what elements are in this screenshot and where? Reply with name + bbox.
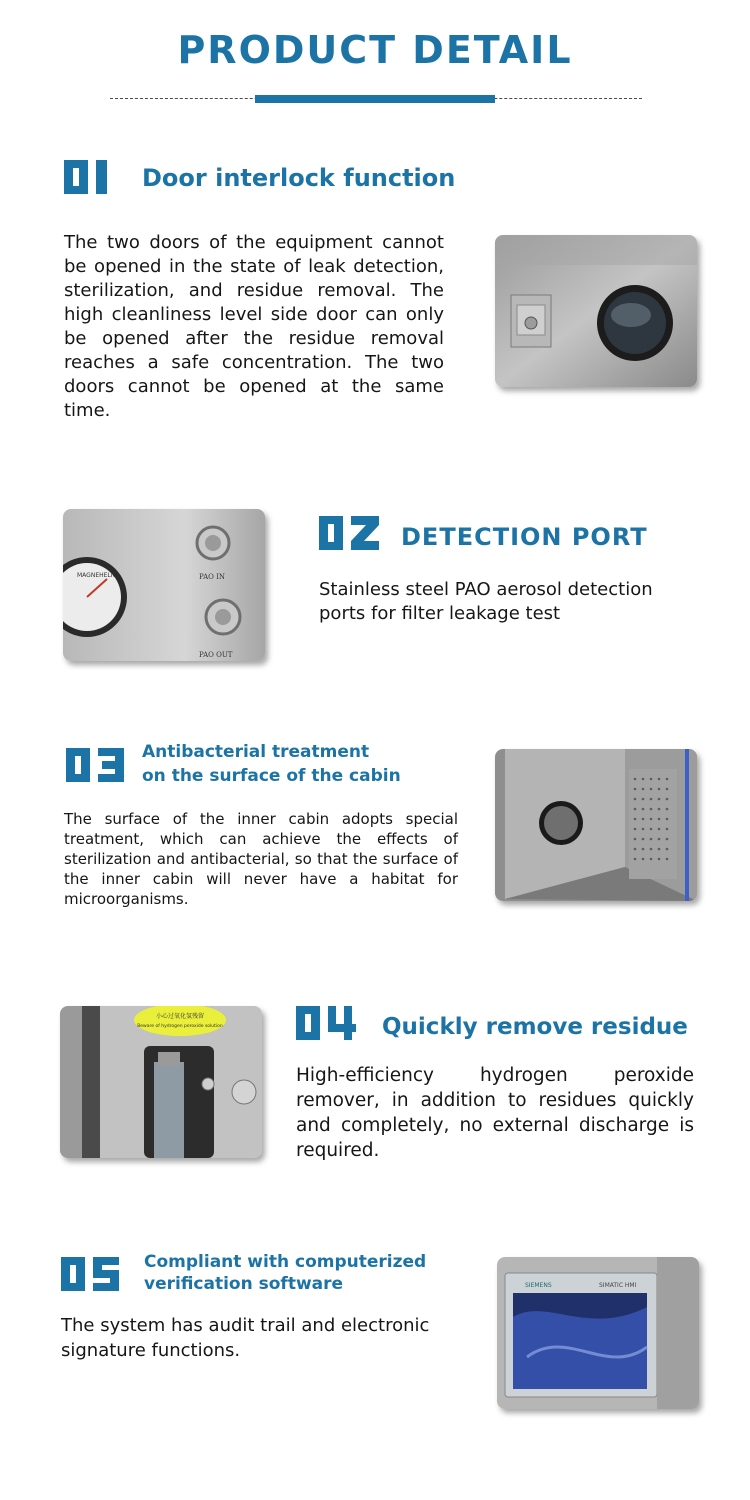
page-title: PRODUCT DETAIL <box>177 28 573 72</box>
section-body-05: The system has audit trail and electronic signature functions. <box>61 1315 430 1361</box>
hmi-screen-photo <box>497 1257 699 1409</box>
section-number-05 <box>61 1257 121 1291</box>
residue-remover-photo <box>60 1006 262 1158</box>
section-title-05-line1: Compliant with computerized <box>144 1252 427 1272</box>
section-number-03 <box>66 748 126 782</box>
section-title-05-line2: verification software <box>144 1274 344 1294</box>
section-title-01: Door interlock function <box>142 164 456 192</box>
section-body-02: Stainless steel PAO aerosol detection ports for filter leakage test <box>319 579 653 624</box>
gauge-label: MAGNEHELIC <box>77 572 117 579</box>
sticker-line1: 小心过氧化氢残留 <box>155 1013 205 1020</box>
section-title-02: DETECTION PORT <box>401 523 648 551</box>
pao-in-label: PAO IN <box>199 573 225 581</box>
section-body-03: The surface of the inner cabin adopts special treatment, which can achieve the effects of sterilization and antibacterial, so that the surface of the inner cabin will never have a habitat for microorganisms. <box>64 810 458 908</box>
title-divider <box>110 95 642 103</box>
section-number-01 <box>64 160 122 194</box>
door-interlock-photo <box>495 235 697 387</box>
section-body-04: High-efficiency hydrogen peroxide remover, in addition to residues quickly and completely, no external discharge is required. <box>296 1065 694 1161</box>
hmi-model: SIMATIC HMI <box>599 1282 637 1289</box>
section-number-02 <box>319 516 381 550</box>
section-body-01: The two doors of the equipment cannot be opened in the state of leak detection, sterilization, and residue removal. The high cleanliness level side door can only be opened after the residue removal reaches a safe concentration. The two doors cannot be opened at the same time. <box>64 232 444 421</box>
section-title-04: Quickly remove residue <box>382 1014 688 1040</box>
section-title-03-line1: Antibacterial treatment <box>142 742 370 762</box>
section-title-03-line2: on the surface of the cabin <box>142 766 401 786</box>
inner-cabin-photo <box>495 749 697 901</box>
hmi-brand: SIEMENS <box>525 1282 552 1289</box>
detection-port-photo <box>63 509 265 661</box>
section-number-04 <box>296 1006 356 1040</box>
sticker-line2: Beware of hydrogen peroxide solution <box>137 1024 223 1029</box>
pao-out-label: PAO OUT <box>199 651 233 659</box>
